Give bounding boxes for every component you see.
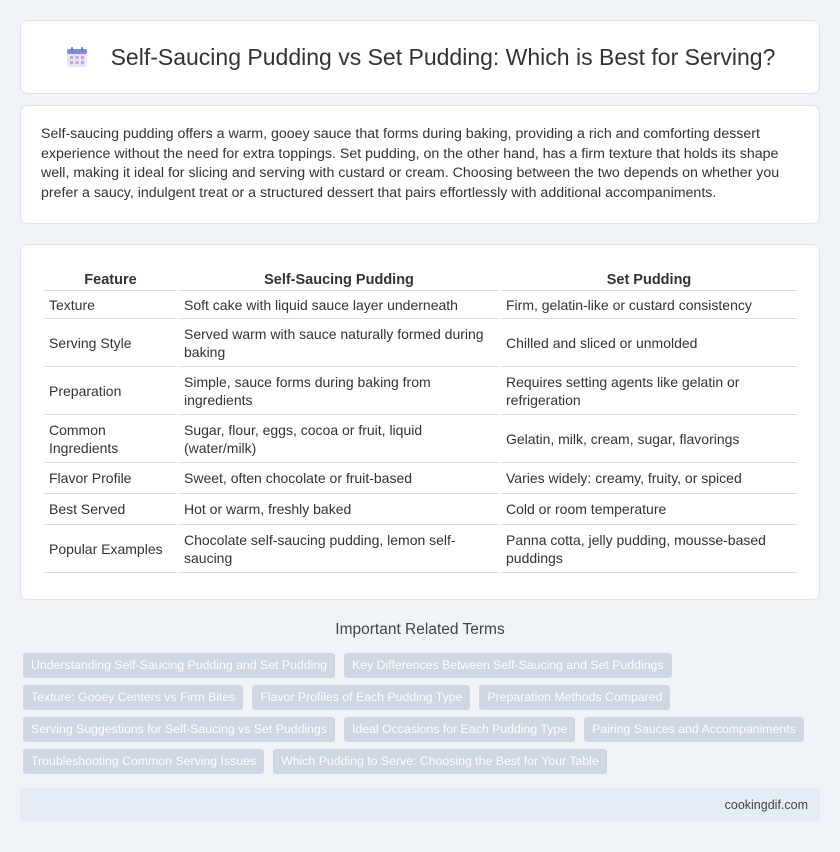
related-term-link[interactable]: Preparation Methods Compared [479, 685, 670, 710]
table-cell: Preparation [44, 367, 177, 415]
intro-paragraph: Self-saucing pudding offers a warm, gooey sauce that forms during baking, providing a rich and comforting dessert experience without the need for extra toppings. Set pudding, on the other hand, has a firm texture that holds its shape well, making it ideal for slicing and serving with custard or cream. Choosing between the two depends on whether you prefer a saucy, indulgent treat or a structured dessert that pairs effortlessly with additional accompaniments. [41, 126, 780, 201]
table-cell: Texture [44, 291, 177, 319]
table-cell: Sweet, often chocolate or fruit-based [179, 463, 499, 494]
table-row [44, 463, 797, 494]
related-terms-tags [23, 653, 823, 781]
table-row [44, 525, 797, 573]
table-cell: Varies widely: creamy, fruity, or spiced [501, 463, 797, 494]
table-cell: Popular Examples [44, 525, 177, 573]
title-card [20, 20, 820, 94]
column-header-self-saucing: Self-Saucing Pudding [179, 265, 499, 291]
table-cell: Requires setting agents like gelatin or refrigeration [501, 367, 797, 415]
table-row [44, 291, 797, 319]
table-cell: Chocolate self-saucing pudding, lemon self-saucing [179, 525, 499, 573]
table-cell: Simple, sauce forms during baking from ingredients [179, 367, 499, 415]
table-row [44, 319, 797, 367]
related-term-link[interactable]: Key Differences Between Self-Saucing and Set Puddings [344, 653, 672, 678]
page-title: Self-Saucing Pudding vs Set Pudding: Which is Best for Serving? [110, 43, 776, 70]
table-cell: Flavor Profile [44, 463, 177, 494]
intro-card [20, 105, 820, 224]
table-cell: Served warm with sauce naturally formed during baking [179, 319, 499, 367]
table-cell: Cold or room temperature [501, 494, 797, 525]
footer [20, 788, 820, 822]
site-credit[interactable]: cookingdif.com [724, 798, 808, 812]
table-cell: Hot or warm, freshly baked [179, 494, 499, 525]
table-cell: Panna cotta, jelly pudding, mousse-based puddings [501, 525, 797, 573]
comparison-card [20, 244, 820, 600]
table-cell: Chilled and sliced or unmolded [501, 319, 797, 367]
comparison-table [42, 265, 799, 573]
table-row [44, 367, 797, 415]
related-term-link[interactable]: Pairing Sauces and Accompaniments [584, 717, 804, 742]
table-cell: Serving Style [44, 319, 177, 367]
table-cell: Sugar, flour, eggs, cocoa or fruit, liquid (water/milk) [179, 415, 499, 463]
table-cell: Best Served [44, 494, 177, 525]
related-term-link[interactable]: Understanding Self-Saucing Pudding and Set Pudding [23, 653, 335, 678]
related-term-link[interactable]: Troubleshooting Common Serving Issues [23, 749, 264, 774]
related-term-link[interactable]: Serving Suggestions for Self-Saucing vs Set Puddings [23, 717, 335, 742]
table-cell: Firm, gelatin-like or custard consistency [501, 291, 797, 319]
related-term-link[interactable]: Flavor Profiles of Each Pudding Type [252, 685, 470, 710]
related-term-link[interactable]: Texture: Gooey Centers vs Firm Bites [23, 685, 243, 710]
column-header-set-pudding: Set Pudding [501, 265, 797, 291]
related-term-link[interactable]: Ideal Occasions for Each Pudding Type [344, 717, 575, 742]
related-term-link[interactable]: Which Pudding to Serve: Choosing the Best for Your Table [273, 749, 607, 774]
calendar-icon [65, 45, 89, 69]
related-terms-title: Important Related Terms [335, 621, 505, 638]
table-row [44, 494, 797, 525]
table-row [44, 415, 797, 463]
table-cell: Soft cake with liquid sauce layer underneath [179, 291, 499, 319]
table-cell: Common Ingredients [44, 415, 177, 463]
table-cell: Gelatin, milk, cream, sugar, flavorings [501, 415, 797, 463]
column-header-feature: Feature [44, 265, 177, 291]
